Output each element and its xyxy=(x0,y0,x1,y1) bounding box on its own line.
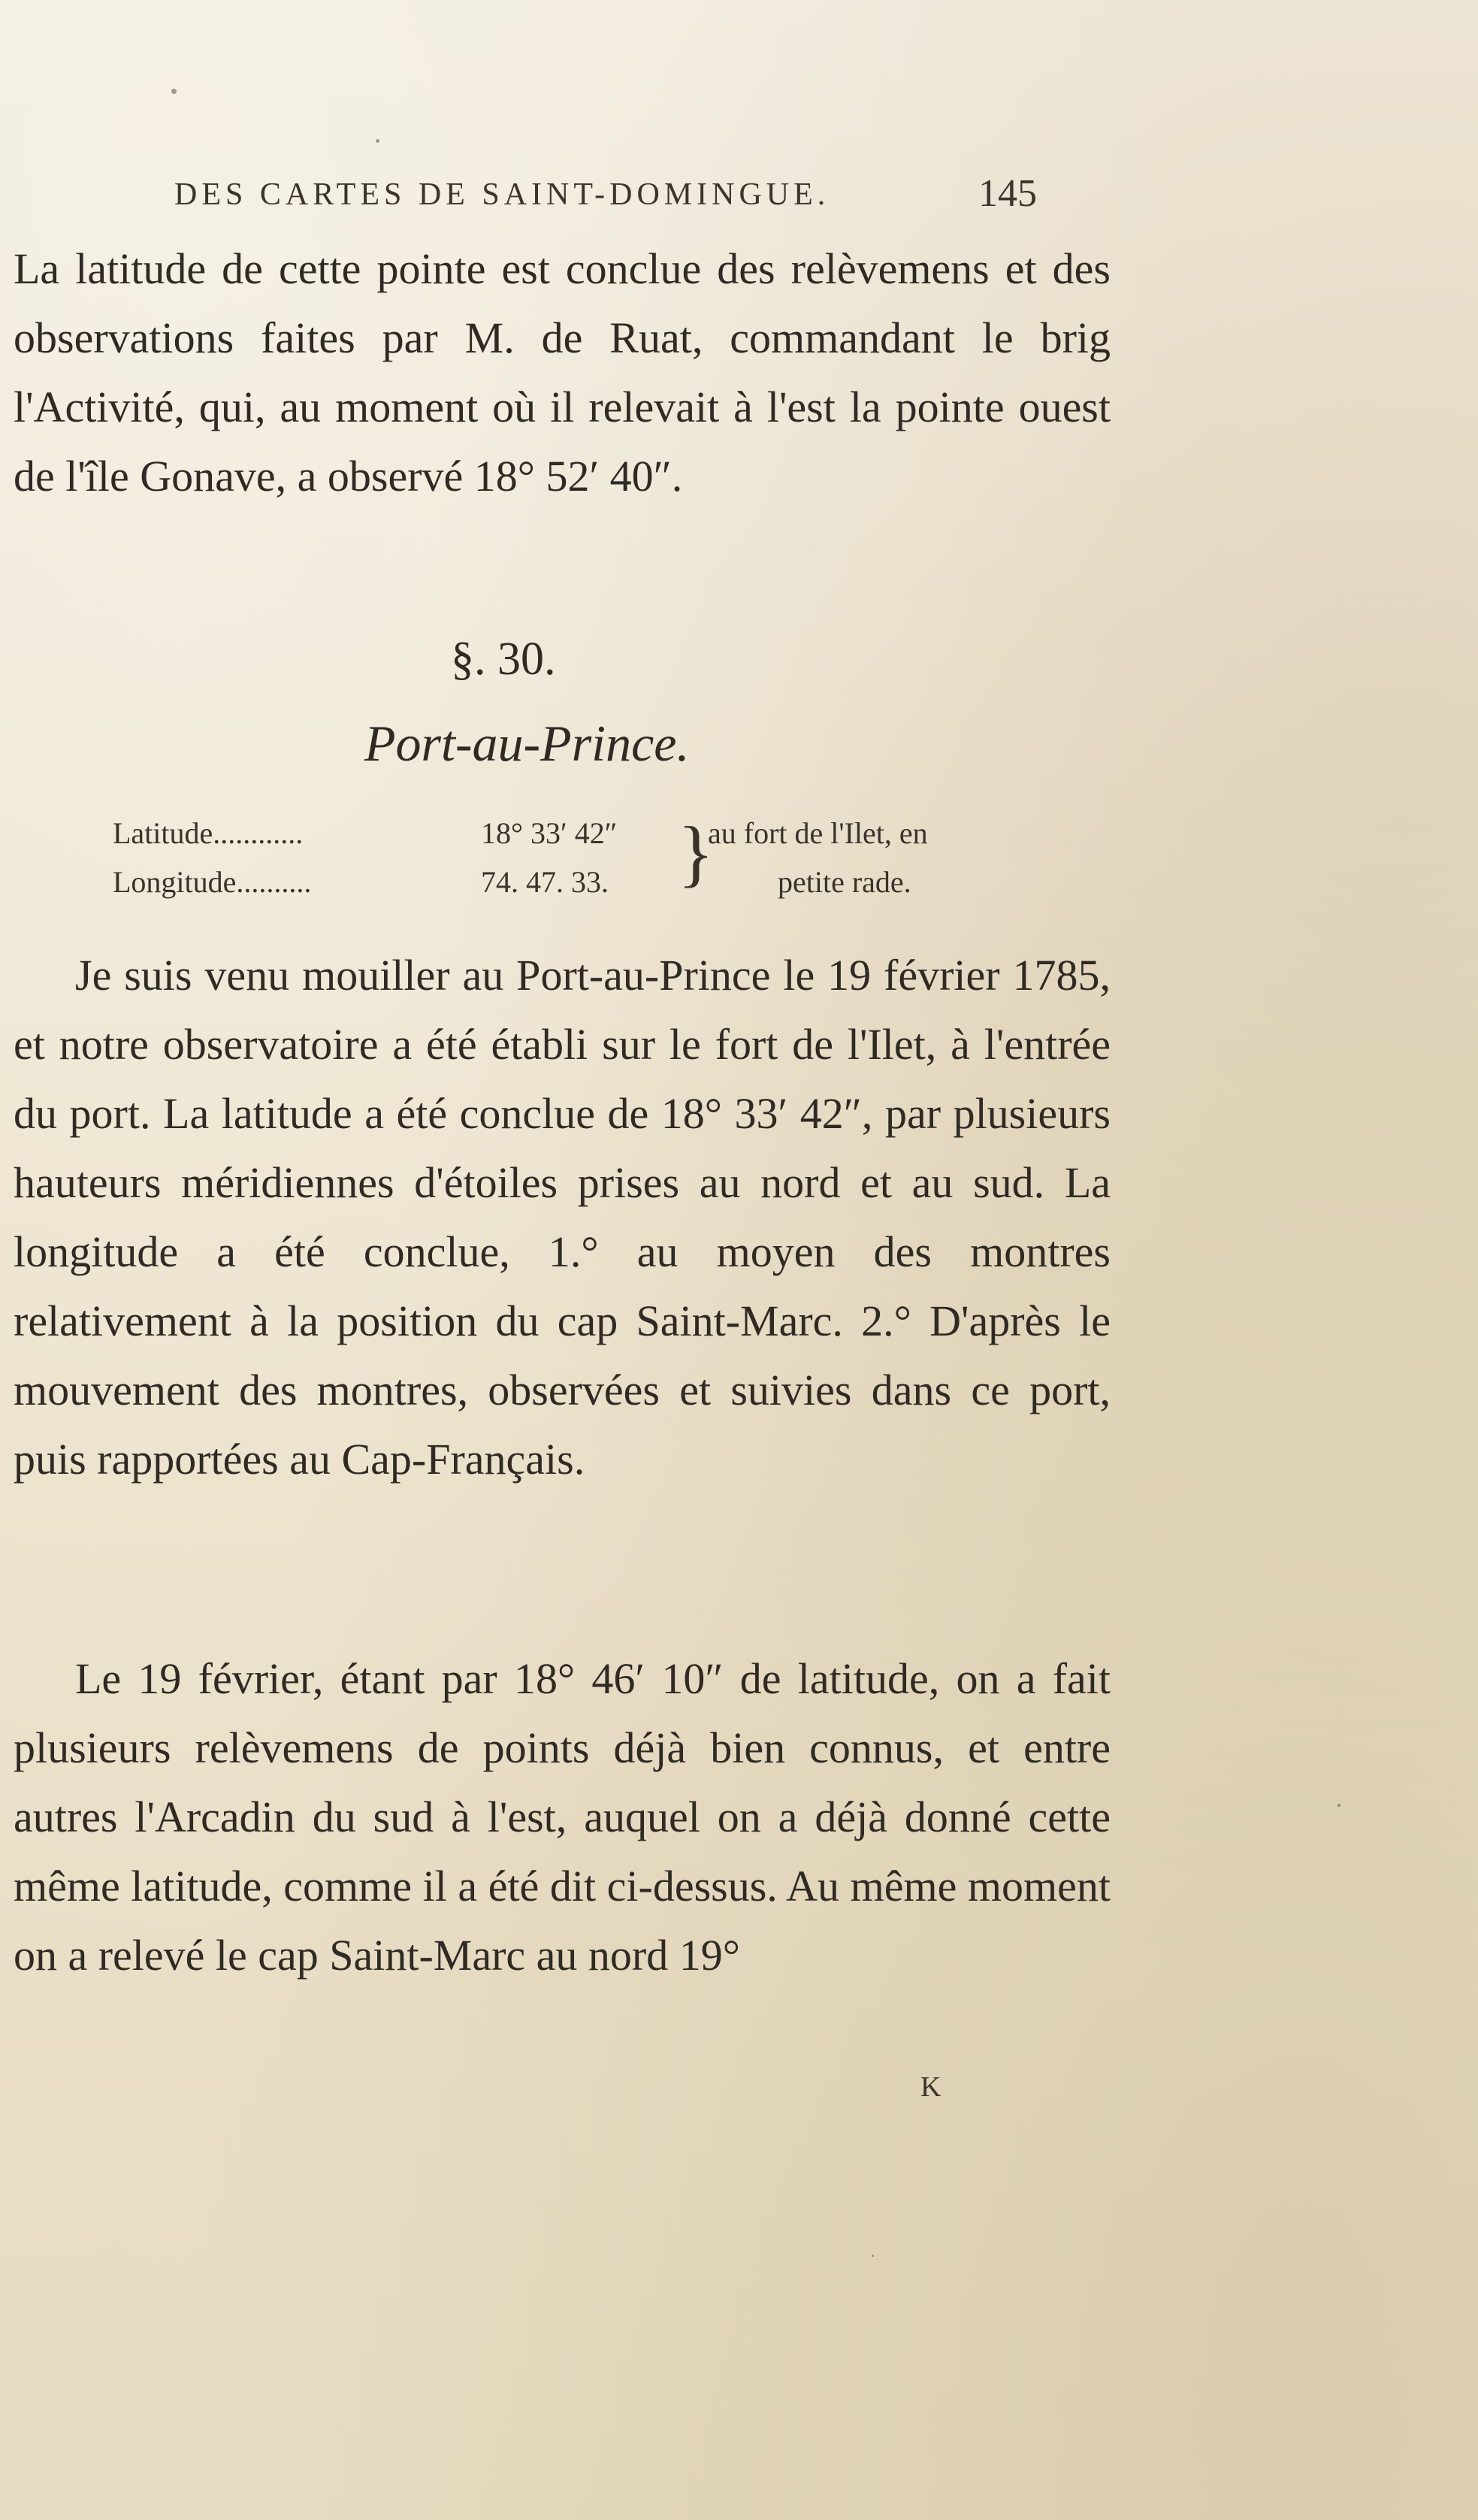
paragraph-2-text: Je suis venu mouiller au Port-au-Prince le 19 février 1785, et notre observatoire a été établi sur le fort de l'Ilet, à l'entrée du port. La latitude a été conclue de 18° 33′ 42″, par plusieurs hauteurs méridiennes d'étoiles prises au nord et au sud. La longitude a été conclue, 1.° au moyen des montres relativement à la position du cap Saint-Marc. 2.° D'après le mouvement des montres, observées et suivies dans ce port, puis rapportées au Cap-Français. xyxy=(14,951,1111,1484)
page-number: 145 xyxy=(978,172,1037,215)
paper-speck xyxy=(171,89,177,94)
paragraph-3-text: Le 19 février, étant par 18° 46′ 10″ de latitude, on a fait plusieurs relèvemens de points déjà bien connus, et entre autres l'Arcadin du sud à l'est, auquel on a déjà donné cette même latitude, comme il a été dit ci-dessus. Au même moment on a relevé le cap Saint-Marc au nord 19° xyxy=(14,1654,1111,1980)
paper-speck xyxy=(376,139,379,143)
section-title: Port-au-Prince. xyxy=(364,715,690,772)
latitude-label: Latitude............ xyxy=(113,816,304,850)
longitude-value: 74. 47. 33. xyxy=(481,865,609,899)
paper-speck xyxy=(872,2255,874,2257)
section-mark: §. 30. xyxy=(451,634,556,685)
paper-speck xyxy=(1337,1804,1340,1807)
location-note-line-1: au fort de l'Ilet, en xyxy=(708,816,928,850)
paragraph-3 xyxy=(14,1644,1111,1990)
latitude-value: 18° 33′ 42″ xyxy=(481,816,618,850)
running-head: DES CARTES DE SAINT-DOMINGUE. xyxy=(174,177,830,212)
brace-icon: } xyxy=(678,811,714,894)
paragraph-2 xyxy=(14,941,1111,1494)
longitude-label: Longitude.......... xyxy=(113,865,312,899)
signature-mark: K xyxy=(920,2071,942,2103)
paragraph-1 xyxy=(14,234,1111,511)
paragraph-1-text: La latitude de cette pointe est conclue des relèvemens et des observations faites par M. de Ruat, commandant le brig l'Activité, qui, au moment où il relevait à l'est la pointe ouest de l'île Gonave, a observé 18° 52′ 40″. xyxy=(14,244,1111,501)
location-note-line-2: petite rade. xyxy=(778,865,911,899)
